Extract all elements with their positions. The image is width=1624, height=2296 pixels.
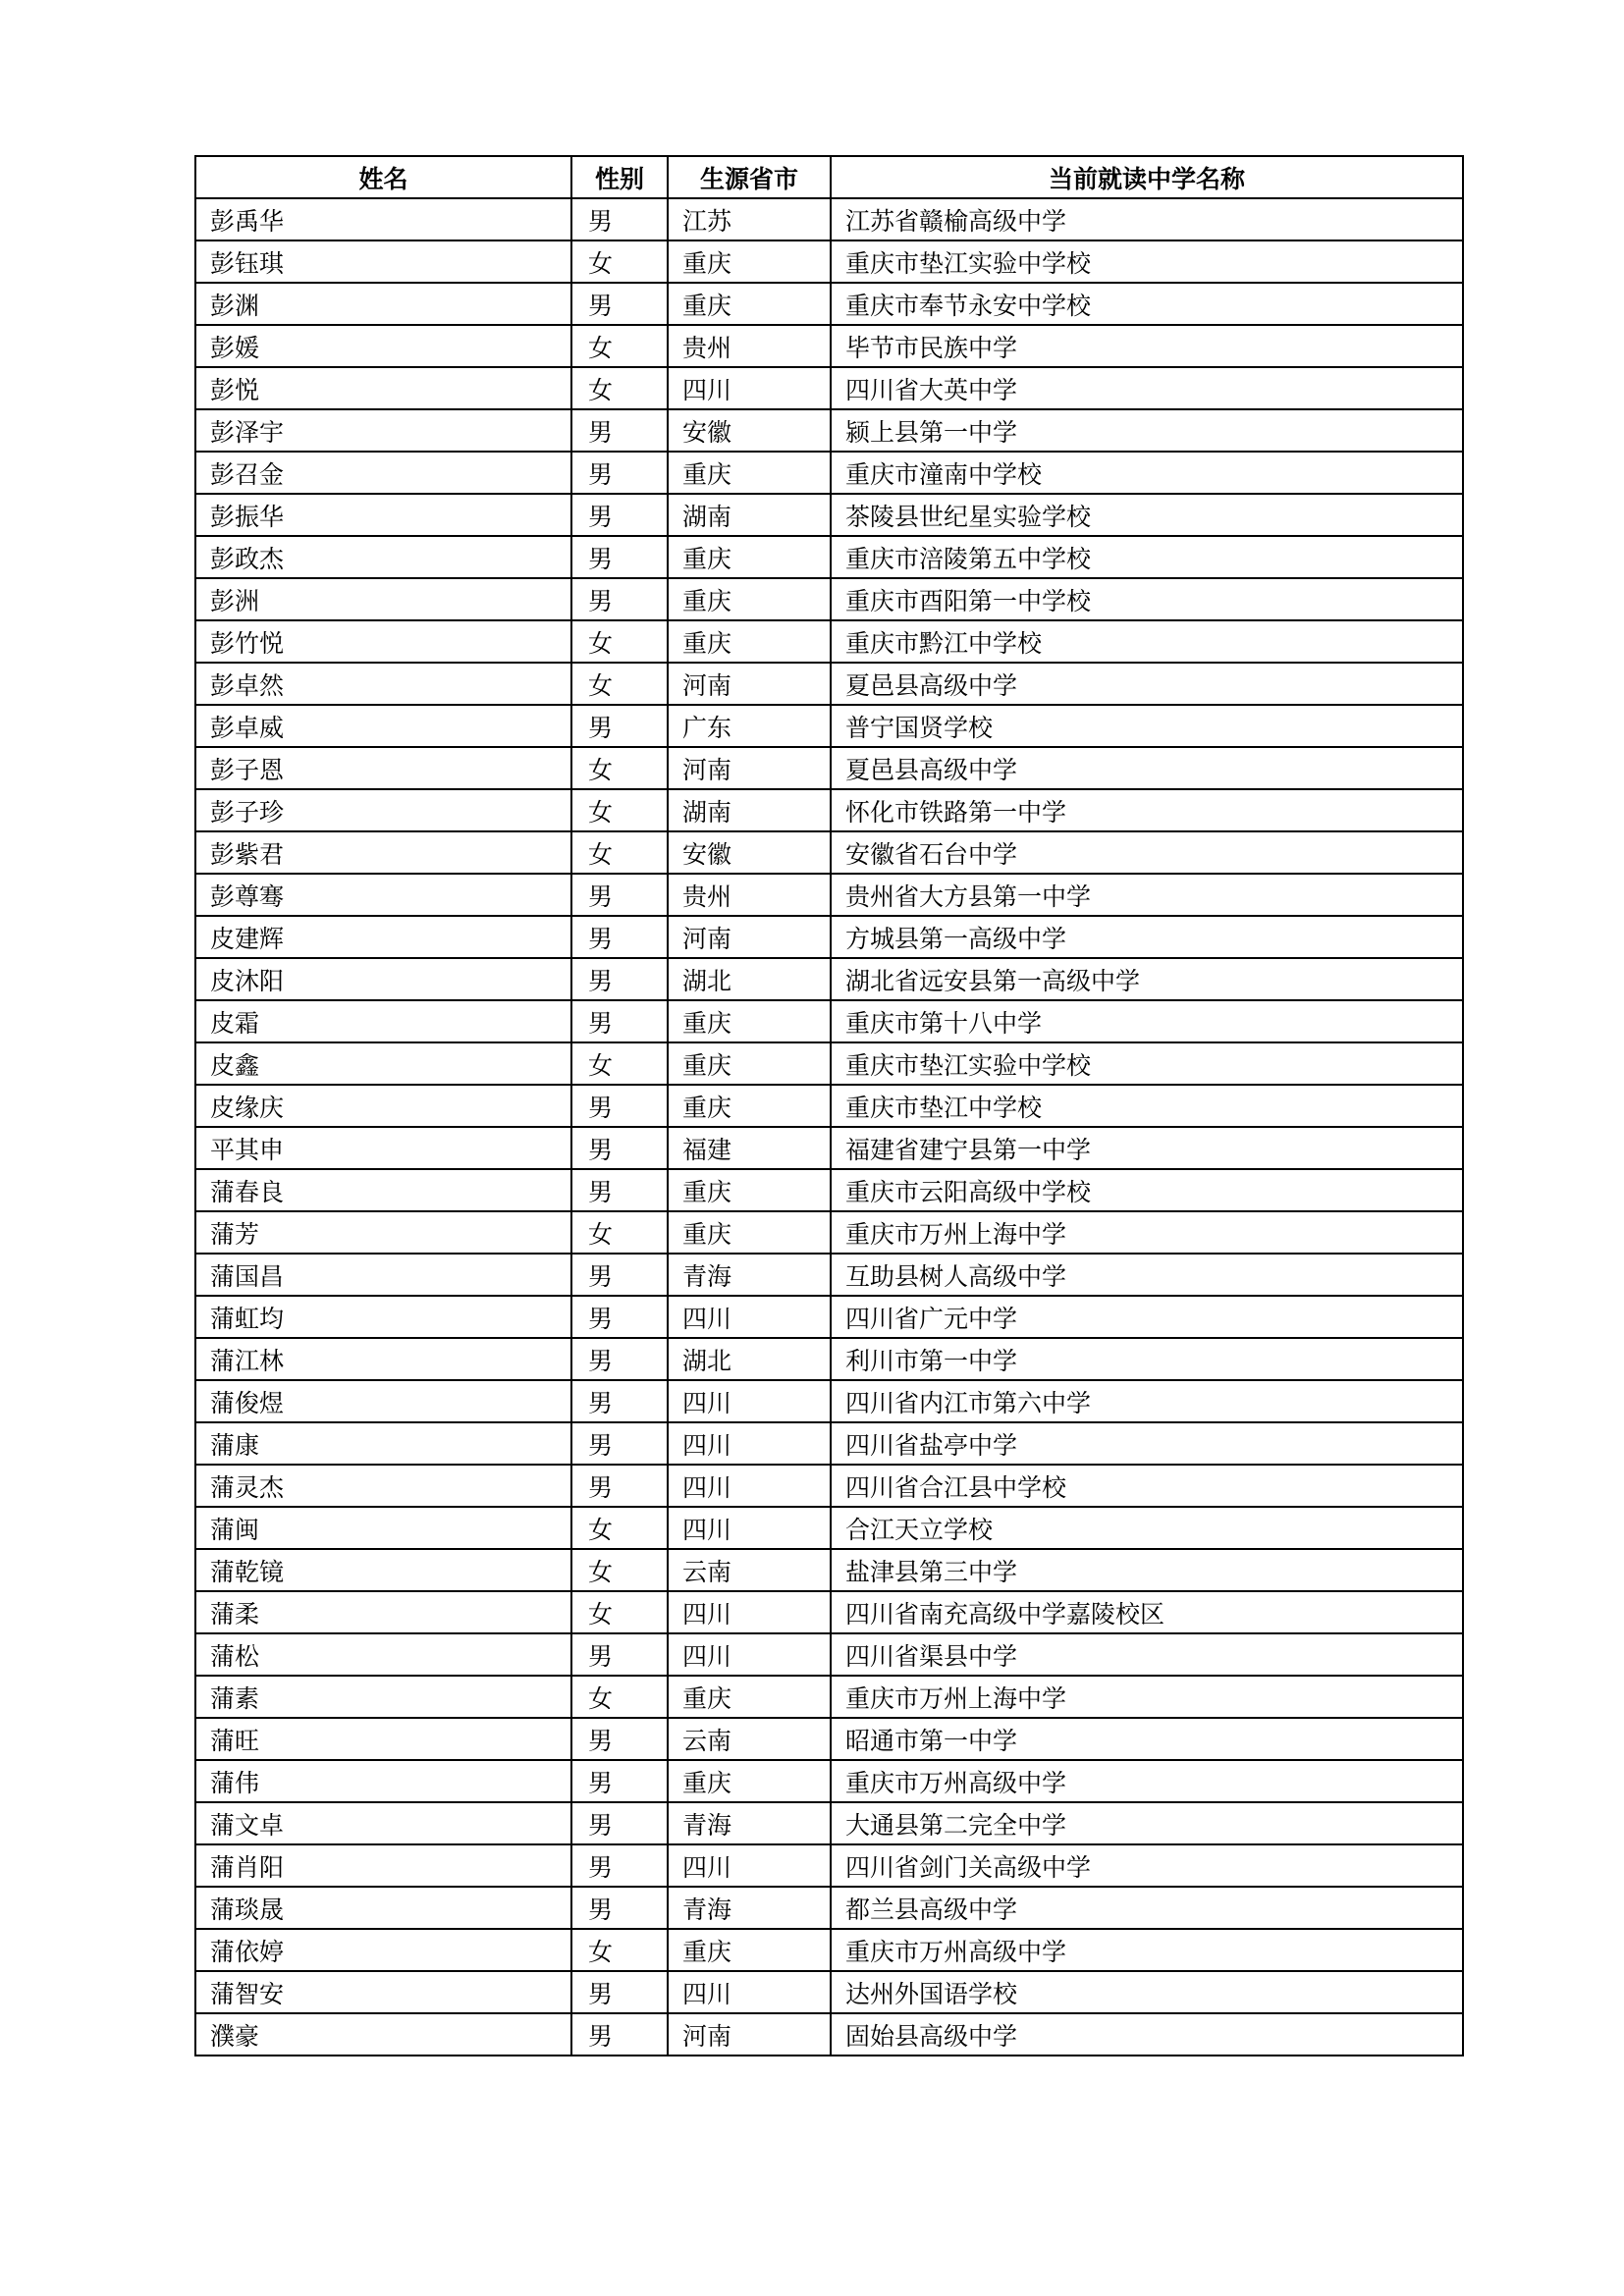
- cell-gender: 男: [571, 452, 668, 494]
- table-row: [195, 1465, 1463, 1507]
- cell-gender: 男: [571, 1422, 668, 1465]
- table-row: [195, 536, 1463, 578]
- table-row: [195, 1718, 1463, 1760]
- cell-name: 彭尊骞: [195, 874, 571, 916]
- cell-province: 四川: [668, 1507, 831, 1549]
- cell-province: 四川: [668, 1380, 831, 1422]
- cell-gender: 男: [571, 1296, 668, 1338]
- cell-province: 四川: [668, 1465, 831, 1507]
- table-row: [195, 1000, 1463, 1042]
- table-row: [195, 409, 1463, 452]
- cell-name: 彭禹华: [195, 198, 571, 240]
- cell-province: 河南: [668, 916, 831, 958]
- cell-gender: 男: [571, 578, 668, 620]
- cell-name: 彭政杰: [195, 536, 571, 578]
- cell-school: 茶陵县世纪星实验学校: [831, 494, 1463, 536]
- cell-name: 皮建辉: [195, 916, 571, 958]
- cell-school: 方城县第一高级中学: [831, 916, 1463, 958]
- cell-province: 重庆: [668, 536, 831, 578]
- table-row: [195, 367, 1463, 409]
- table-row: [195, 240, 1463, 283]
- cell-school: 贵州省大方县第一中学: [831, 874, 1463, 916]
- cell-province: 四川: [668, 1296, 831, 1338]
- cell-gender: 男: [571, 958, 668, 1000]
- cell-province: 四川: [668, 1633, 831, 1676]
- cell-school: 重庆市奉节永安中学校: [831, 283, 1463, 325]
- cell-province: 贵州: [668, 874, 831, 916]
- cell-province: 安徽: [668, 409, 831, 452]
- cell-school: 大通县第二完全中学: [831, 1802, 1463, 1844]
- cell-name: 彭渊: [195, 283, 571, 325]
- cell-province: 安徽: [668, 831, 831, 874]
- cell-school: 安徽省石台中学: [831, 831, 1463, 874]
- cell-province: 重庆: [668, 283, 831, 325]
- header-name: 姓名: [195, 156, 571, 198]
- cell-name: 蒲依婷: [195, 1929, 571, 1971]
- cell-school: 四川省大英中学: [831, 367, 1463, 409]
- table-row: [195, 1507, 1463, 1549]
- cell-name: 蒲乾镜: [195, 1549, 571, 1591]
- cell-gender: 男: [571, 2013, 668, 2056]
- cell-gender: 男: [571, 409, 668, 452]
- cell-school: 固始县高级中学: [831, 2013, 1463, 2056]
- cell-name: 蒲伟: [195, 1760, 571, 1802]
- cell-name: 蒲春良: [195, 1169, 571, 1211]
- cell-school: 四川省南充高级中学嘉陵校区: [831, 1591, 1463, 1633]
- table-row: [195, 831, 1463, 874]
- cell-province: 河南: [668, 747, 831, 789]
- cell-school: 江苏省赣榆高级中学: [831, 198, 1463, 240]
- cell-gender: 男: [571, 283, 668, 325]
- cell-province: 湖北: [668, 958, 831, 1000]
- cell-name: 彭洲: [195, 578, 571, 620]
- cell-name: 平其申: [195, 1127, 571, 1169]
- table-row: [195, 1549, 1463, 1591]
- cell-province: 重庆: [668, 620, 831, 663]
- cell-name: 皮沐阳: [195, 958, 571, 1000]
- cell-gender: 女: [571, 240, 668, 283]
- table-row: [195, 1760, 1463, 1802]
- table-row: [195, 1169, 1463, 1211]
- cell-school: 重庆市云阳高级中学校: [831, 1169, 1463, 1211]
- cell-gender: 女: [571, 367, 668, 409]
- cell-province: 四川: [668, 1422, 831, 1465]
- header-province: 生源省市: [668, 156, 831, 198]
- table-row: [195, 874, 1463, 916]
- cell-province: 湖南: [668, 789, 831, 831]
- cell-school: 重庆市涪陵第五中学校: [831, 536, 1463, 578]
- table-header-row: [195, 156, 1463, 198]
- cell-name: 蒲江林: [195, 1338, 571, 1380]
- cell-school: 毕节市民族中学: [831, 325, 1463, 367]
- cell-gender: 女: [571, 831, 668, 874]
- cell-school: 重庆市黔江中学校: [831, 620, 1463, 663]
- cell-gender: 男: [571, 705, 668, 747]
- table-row: [195, 620, 1463, 663]
- cell-school: 四川省广元中学: [831, 1296, 1463, 1338]
- cell-gender: 男: [571, 1802, 668, 1844]
- table-row: [195, 198, 1463, 240]
- table-row: [195, 1338, 1463, 1380]
- cell-gender: 女: [571, 1042, 668, 1085]
- cell-name: 彭竹悦: [195, 620, 571, 663]
- cell-gender: 女: [571, 747, 668, 789]
- table-body: [195, 198, 1463, 2056]
- cell-province: 重庆: [668, 1676, 831, 1718]
- cell-province: 四川: [668, 367, 831, 409]
- cell-school: 互助县树人高级中学: [831, 1254, 1463, 1296]
- cell-province: 重庆: [668, 1211, 831, 1254]
- cell-name: 彭子恩: [195, 747, 571, 789]
- cell-province: 重庆: [668, 240, 831, 283]
- cell-province: 四川: [668, 1591, 831, 1633]
- cell-province: 福建: [668, 1127, 831, 1169]
- cell-gender: 女: [571, 663, 668, 705]
- cell-school: 重庆市垫江实验中学校: [831, 240, 1463, 283]
- cell-name: 皮霜: [195, 1000, 571, 1042]
- cell-province: 重庆: [668, 1929, 831, 1971]
- cell-gender: 女: [571, 1507, 668, 1549]
- cell-school: 重庆市万州上海中学: [831, 1211, 1463, 1254]
- cell-school: 四川省合江县中学校: [831, 1465, 1463, 1507]
- cell-name: 蒲智安: [195, 1971, 571, 2013]
- cell-school: 利川市第一中学: [831, 1338, 1463, 1380]
- cell-province: 重庆: [668, 1085, 831, 1127]
- table-row: [195, 1887, 1463, 1929]
- table-row: [195, 958, 1463, 1000]
- cell-gender: 男: [571, 1844, 668, 1887]
- cell-school: 重庆市酉阳第一中学校: [831, 578, 1463, 620]
- cell-gender: 女: [571, 1929, 668, 1971]
- table-row: [195, 1422, 1463, 1465]
- cell-name: 蒲虹均: [195, 1296, 571, 1338]
- table-row: [195, 663, 1463, 705]
- cell-name: 蒲国昌: [195, 1254, 571, 1296]
- cell-gender: 男: [571, 536, 668, 578]
- cell-province: 重庆: [668, 1760, 831, 1802]
- cell-school: 颍上县第一中学: [831, 409, 1463, 452]
- table-row: [195, 494, 1463, 536]
- cell-name: 蒲文卓: [195, 1802, 571, 1844]
- cell-province: 云南: [668, 1549, 831, 1591]
- table-row: [195, 452, 1463, 494]
- cell-province: 四川: [668, 1844, 831, 1887]
- cell-school: 夏邑县高级中学: [831, 747, 1463, 789]
- table-row: [195, 325, 1463, 367]
- cell-school: 重庆市垫江中学校: [831, 1085, 1463, 1127]
- table-row: [195, 1042, 1463, 1085]
- table-row: [195, 705, 1463, 747]
- cell-name: 彭钰琪: [195, 240, 571, 283]
- cell-name: 彭召金: [195, 452, 571, 494]
- cell-school: 普宁国贤学校: [831, 705, 1463, 747]
- cell-name: 彭紫君: [195, 831, 571, 874]
- cell-province: 重庆: [668, 1000, 831, 1042]
- cell-province: 广东: [668, 705, 831, 747]
- table-row: [195, 789, 1463, 831]
- cell-name: 彭卓威: [195, 705, 571, 747]
- cell-name: 蒲柔: [195, 1591, 571, 1633]
- cell-school: 重庆市第十八中学: [831, 1000, 1463, 1042]
- table-row: [195, 1844, 1463, 1887]
- table-row: [195, 1929, 1463, 1971]
- cell-province: 江苏: [668, 198, 831, 240]
- cell-province: 青海: [668, 1887, 831, 1929]
- cell-gender: 男: [571, 1760, 668, 1802]
- cell-province: 湖南: [668, 494, 831, 536]
- table-row: [195, 1254, 1463, 1296]
- cell-gender: 男: [571, 1380, 668, 1422]
- cell-name: 彭卓然: [195, 663, 571, 705]
- cell-school: 重庆市潼南中学校: [831, 452, 1463, 494]
- cell-school: 怀化市铁路第一中学: [831, 789, 1463, 831]
- cell-name: 蒲灵杰: [195, 1465, 571, 1507]
- cell-gender: 男: [571, 198, 668, 240]
- cell-school: 合江天立学校: [831, 1507, 1463, 1549]
- cell-school: 四川省盐亭中学: [831, 1422, 1463, 1465]
- cell-name: 彭悦: [195, 367, 571, 409]
- header-gender: 性别: [571, 156, 668, 198]
- cell-name: 蒲闽: [195, 1507, 571, 1549]
- cell-name: 蒲芳: [195, 1211, 571, 1254]
- cell-province: 湖北: [668, 1338, 831, 1380]
- cell-gender: 男: [571, 1971, 668, 2013]
- cell-gender: 男: [571, 1338, 668, 1380]
- cell-gender: 男: [571, 1633, 668, 1676]
- cell-province: 青海: [668, 1254, 831, 1296]
- cell-school: 四川省内江市第六中学: [831, 1380, 1463, 1422]
- cell-province: 重庆: [668, 1169, 831, 1211]
- table-row: [195, 747, 1463, 789]
- cell-province: 贵州: [668, 325, 831, 367]
- table-row: [195, 578, 1463, 620]
- cell-province: 重庆: [668, 1042, 831, 1085]
- cell-gender: 女: [571, 325, 668, 367]
- cell-school: 盐津县第三中学: [831, 1549, 1463, 1591]
- cell-school: 四川省渠县中学: [831, 1633, 1463, 1676]
- cell-school: 重庆市万州高级中学: [831, 1760, 1463, 1802]
- table-row: [195, 1127, 1463, 1169]
- table-row: [195, 1676, 1463, 1718]
- cell-school: 达州外国语学校: [831, 1971, 1463, 2013]
- cell-gender: 男: [571, 1085, 668, 1127]
- cell-school: 重庆市万州高级中学: [831, 1929, 1463, 1971]
- cell-name: 蒲琰晟: [195, 1887, 571, 1929]
- table-row: [195, 1380, 1463, 1422]
- cell-province: 河南: [668, 663, 831, 705]
- cell-name: 蒲素: [195, 1676, 571, 1718]
- cell-name: 蒲肖阳: [195, 1844, 571, 1887]
- cell-name: 彭子珍: [195, 789, 571, 831]
- cell-name: 蒲俊煜: [195, 1380, 571, 1422]
- cell-name: 蒲松: [195, 1633, 571, 1676]
- table-row: [195, 1591, 1463, 1633]
- table-row: [195, 916, 1463, 958]
- cell-province: 重庆: [668, 452, 831, 494]
- cell-name: 彭媛: [195, 325, 571, 367]
- cell-name: 皮缘庆: [195, 1085, 571, 1127]
- cell-province: 重庆: [668, 578, 831, 620]
- cell-gender: 男: [571, 1254, 668, 1296]
- cell-school: 重庆市万州上海中学: [831, 1676, 1463, 1718]
- cell-school: 四川省剑门关高级中学: [831, 1844, 1463, 1887]
- cell-school: 福建省建宁县第一中学: [831, 1127, 1463, 1169]
- cell-gender: 男: [571, 1465, 668, 1507]
- cell-gender: 男: [571, 1718, 668, 1760]
- cell-name: 皮鑫: [195, 1042, 571, 1085]
- table-row: [195, 2013, 1463, 2056]
- cell-name: 蒲旺: [195, 1718, 571, 1760]
- cell-gender: 女: [571, 1676, 668, 1718]
- cell-school: 昭通市第一中学: [831, 1718, 1463, 1760]
- cell-school: 重庆市垫江实验中学校: [831, 1042, 1463, 1085]
- cell-gender: 女: [571, 1549, 668, 1591]
- table-row: [195, 283, 1463, 325]
- cell-gender: 男: [571, 494, 668, 536]
- cell-gender: 男: [571, 1887, 668, 1929]
- cell-gender: 男: [571, 1169, 668, 1211]
- cell-province: 云南: [668, 1718, 831, 1760]
- header-school: 当前就读中学名称: [831, 156, 1463, 198]
- cell-gender: 女: [571, 789, 668, 831]
- table-row: [195, 1971, 1463, 2013]
- cell-school: 湖北省远安县第一高级中学: [831, 958, 1463, 1000]
- cell-gender: 男: [571, 1127, 668, 1169]
- table-row: [195, 1211, 1463, 1254]
- cell-name: 蒲康: [195, 1422, 571, 1465]
- student-table: [194, 155, 1464, 2056]
- cell-school: 夏邑县高级中学: [831, 663, 1463, 705]
- cell-gender: 女: [571, 1211, 668, 1254]
- cell-gender: 男: [571, 874, 668, 916]
- cell-gender: 男: [571, 1000, 668, 1042]
- table-row: [195, 1802, 1463, 1844]
- cell-province: 青海: [668, 1802, 831, 1844]
- table-row: [195, 1633, 1463, 1676]
- cell-province: 四川: [668, 1971, 831, 2013]
- table-row: [195, 1085, 1463, 1127]
- cell-gender: 女: [571, 1591, 668, 1633]
- cell-gender: 男: [571, 916, 668, 958]
- cell-name: 彭泽宇: [195, 409, 571, 452]
- cell-province: 河南: [668, 2013, 831, 2056]
- table-row: [195, 1296, 1463, 1338]
- cell-school: 都兰县高级中学: [831, 1887, 1463, 1929]
- cell-name: 彭振华: [195, 494, 571, 536]
- cell-gender: 女: [571, 620, 668, 663]
- cell-name: 濮豪: [195, 2013, 571, 2056]
